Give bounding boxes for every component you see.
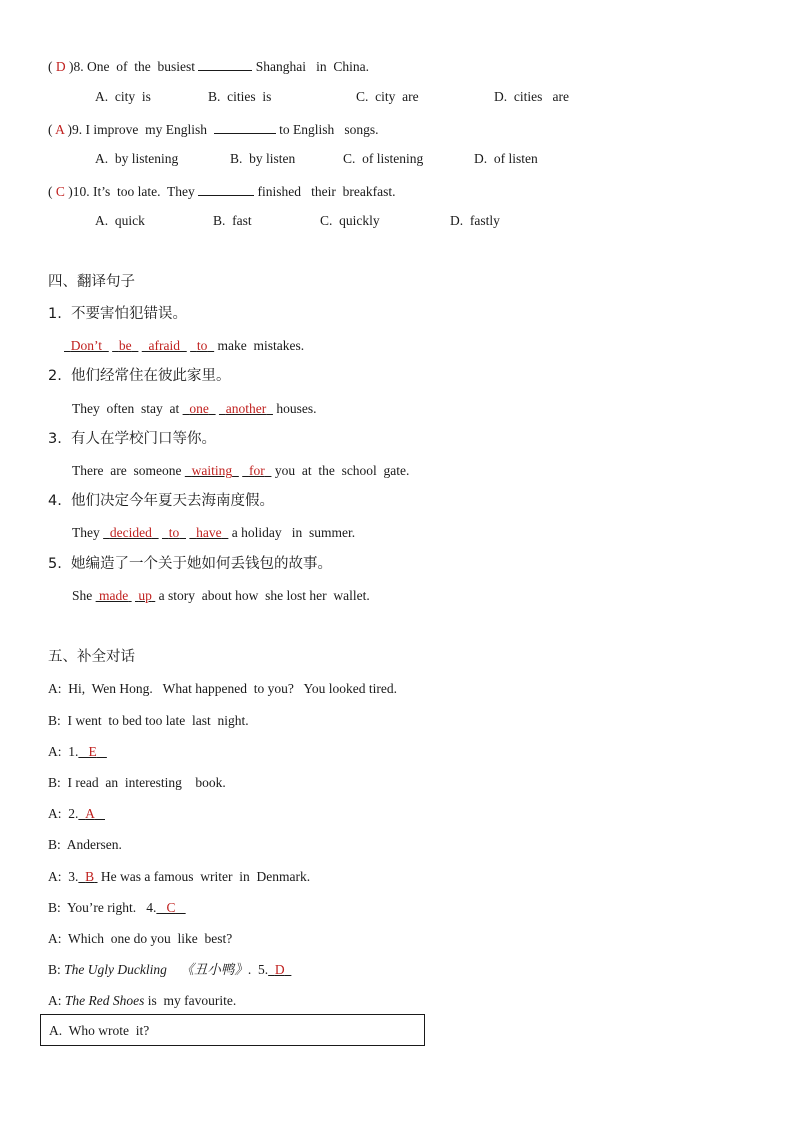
options-box [40, 1014, 425, 1046]
translate-1-chinese: 1. 不要害怕犯错误。 [48, 306, 188, 322]
book-title-chinese: 《丑小鸭》 [180, 962, 248, 978]
dialogue-answer-3 [78, 869, 97, 884]
translate-4-english [72, 524, 355, 542]
answer-word: Don’t [70, 338, 103, 353]
mcq-9-number: 9. [72, 122, 83, 137]
mcq-10-number: 10. [72, 184, 90, 199]
answer-blank-filled [190, 338, 214, 353]
mcq-10-option-b: B. fast [213, 213, 252, 228]
mcq-9-option-c: C. of listening [343, 151, 424, 166]
book-title-red-shoes: The Red Shoes [64, 993, 145, 1008]
dialogue-line-11 [48, 992, 236, 1010]
mcq-10-option-c: C. quickly [320, 213, 380, 228]
mcq-9-option-a: A. by listening [95, 151, 179, 166]
mcq-8-number: 8. [73, 59, 84, 74]
translate-2-suffix: houses. [276, 401, 317, 416]
dialogue-line-10 [48, 961, 291, 979]
translate-5-suffix: a story about how she lost her wallet. [158, 588, 370, 603]
answer-letter: E [88, 744, 97, 759]
answer-letter: B [85, 869, 95, 884]
translate-4-suffix: a holiday in summer. [231, 525, 356, 540]
answer-blank-filled [142, 338, 187, 353]
dialogue-line-6: B: Andersen. [48, 837, 122, 852]
translate-4-prefix: They [72, 525, 104, 540]
dialogue-answer-1 [78, 744, 107, 759]
dialogue-11-suffix: is my favourite. [144, 993, 237, 1008]
answer-word: for [248, 463, 265, 478]
answer-word: to [196, 338, 208, 353]
answer-blank-filled [185, 463, 239, 478]
translate-5-chinese: 5. 她编造了一个关于她如何丢钱包的故事。 [48, 556, 333, 572]
mcq-8-option-d: D. cities are [494, 89, 569, 104]
answer-word: have [196, 525, 222, 540]
translate-5-english [72, 587, 370, 605]
answer-word: one [189, 401, 209, 416]
mcq-10-option-a: A. quick [95, 213, 145, 228]
translate-3-suffix: you at the school gate. [274, 463, 410, 478]
dialogue-line-9: A: Which one do you like best? [48, 931, 233, 946]
dialogue-3-prefix: A: 1. [48, 744, 79, 759]
answer-blank-filled [162, 525, 186, 540]
dialogue-line-5 [48, 805, 105, 823]
answer-word: afraid [148, 338, 180, 353]
translate-5-prefix: She [72, 588, 96, 603]
answer-blank [214, 119, 276, 134]
answer-blank-filled [96, 588, 132, 603]
answer-word: decided [109, 525, 152, 540]
dialogue-line-4: B: I read an interesting book. [48, 775, 226, 790]
dialogue-8-prefix: B: You’re right. 4. [48, 900, 157, 915]
mcq-9-stem-after: to English songs. [275, 122, 379, 137]
dialogue-10-prefix: B: [48, 962, 65, 977]
answer-blank-filled [189, 525, 228, 540]
dialogue-line-3 [48, 743, 107, 761]
translate-3-english [72, 462, 409, 480]
mcq-8-answer: D [55, 59, 66, 74]
dialogue-line-8 [48, 899, 186, 917]
answer-word: another [225, 401, 267, 416]
answer-blank-filled [112, 338, 138, 353]
translate-2-chinese: 2. 他们经常住在彼此家里。 [48, 368, 231, 384]
mcq-8-stem-before: One of the busiest [87, 59, 199, 74]
mcq-8-stem: ( D )8. One of the busiest Shanghai in China. [48, 56, 369, 76]
mcq-9-option-b: B. by listen [230, 151, 296, 166]
answer-word: waiting [191, 463, 233, 478]
dialogue-answer-4 [156, 900, 185, 915]
book-title-ugly-duckling: The Ugly Duckling [64, 962, 167, 977]
translate-3-chinese: 3. 有人在学校门口等你。 [48, 431, 217, 447]
answer-word: up [138, 588, 152, 603]
mcq-9-answer: A [55, 122, 65, 137]
mcq-9-stem: ( A )9. I improve my English to English songs. [48, 119, 379, 139]
dialogue-7-suffix: He was a famous writer in Denmark. [100, 869, 311, 884]
answer-blank [198, 56, 252, 71]
answer-blank-filled [242, 463, 271, 478]
mcq-10-stem: ( C )10. It’s too late. They finished their breakfast. [48, 181, 395, 201]
answer-blank [198, 181, 254, 196]
mcq-10-stem-after: finished their breakfast. [254, 184, 396, 199]
answer-letter: A [85, 806, 95, 821]
mcq-9-option-d: D. of listen [474, 151, 538, 166]
dialogue-7-prefix: A: 3. [48, 869, 79, 884]
answer-blank-filled [103, 525, 158, 540]
dialogue-5-prefix: A: 2. [48, 806, 79, 821]
mcq-10-option-d: D. fastly [450, 213, 500, 228]
answer-letter: C [166, 900, 176, 915]
mcq-8-stem-after: Shanghai in China. [252, 59, 369, 74]
translate-3-prefix: There are someone [72, 463, 185, 478]
mcq-8-option-c: C. city are [356, 89, 419, 104]
mcq-10-answer: C [55, 184, 65, 199]
mcq-9-stem-before: I improve my English [85, 122, 214, 137]
translate-2-prefix: They often stay at [72, 401, 183, 416]
answer-blank-filled [135, 588, 155, 603]
option-a-text: A. Who wrote it? [49, 1023, 150, 1038]
dialogue-answer-5 [268, 962, 291, 977]
answer-word: to [168, 525, 180, 540]
dialogue-line-2: B: I went to bed too late last night. [48, 713, 249, 728]
section-translate-heading: 四、翻译句子 [48, 274, 135, 290]
mcq-10-stem-before: It’s too late. They [93, 184, 199, 199]
dialogue-line-7 [48, 868, 310, 886]
mcq-8-option-b: B. cities is [208, 89, 272, 104]
answer-letter: D [274, 962, 285, 977]
answer-word: made [99, 588, 129, 603]
dialogue-10-mid: . 5. [247, 962, 269, 977]
translate-2-english [72, 400, 316, 418]
translate-1-english [64, 337, 304, 355]
answer-blank-filled [219, 401, 273, 416]
answer-word: be [118, 338, 132, 353]
dialogue-11-prefix: A: [48, 993, 65, 1008]
dialogue-line-1: A: Hi, Wen Hong. What happened to you? You looked tired. [48, 681, 397, 696]
section-dialogue-heading: 五、补全对话 [48, 649, 135, 665]
mcq-8-option-a: A. city is [95, 89, 151, 104]
translate-4-chinese: 4. 他们决定今年夏天去海南度假。 [48, 493, 275, 509]
answer-blank-filled [183, 401, 216, 416]
dialogue-answer-2 [78, 806, 105, 821]
translate-1-suffix: make mistakes. [217, 338, 305, 353]
answer-blank-filled [64, 338, 109, 353]
